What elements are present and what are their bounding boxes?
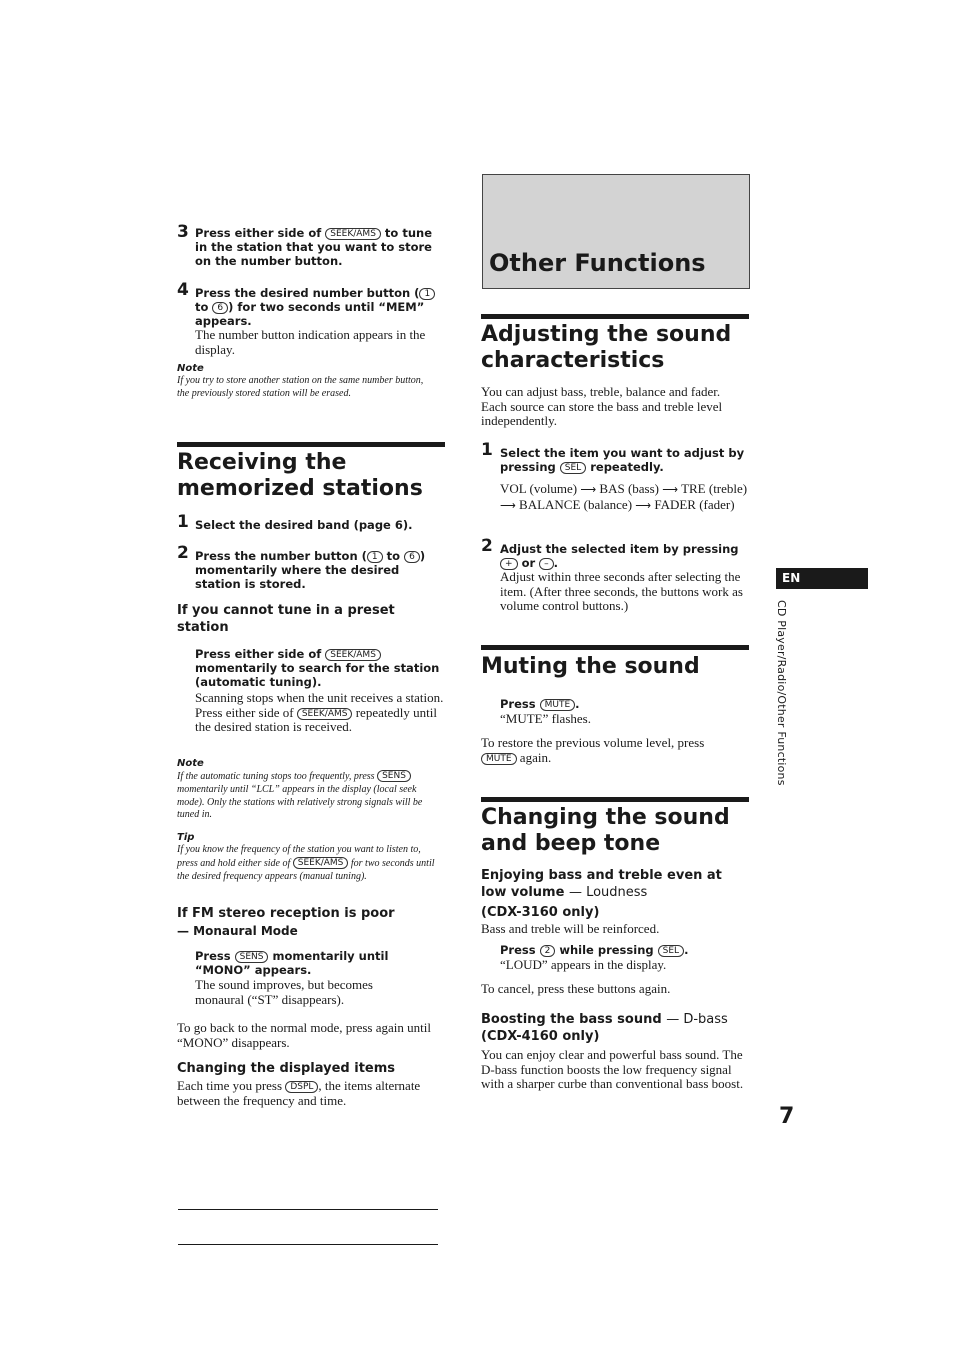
sens-button-label: SENS — [235, 951, 269, 963]
loudness-mid: while pressing — [559, 943, 654, 957]
fm-subheading: — Monaural Mode — [177, 924, 298, 938]
section-rule — [481, 797, 749, 802]
mute-instruction — [500, 697, 580, 711]
step-number: 4 — [177, 280, 189, 300]
cannot-tune-body-post: repeatedly until the desired station is received. — [195, 704, 437, 734]
note-label: Note — [177, 758, 204, 769]
step-4-to: to — [195, 300, 209, 314]
receive-step-1-text: Select the desired band (page 6). — [195, 518, 413, 532]
dspl-button-label: DSPL — [285, 1081, 318, 1093]
arrow-right-icon: ⟶ — [580, 484, 597, 496]
step-4-text-post: ) for two seconds until “MEM” appears. — [195, 300, 425, 328]
loudness-heading — [481, 867, 743, 901]
cannot-tune-heading: If you cannot tune in a preset station — [177, 603, 395, 635]
minus-button-label: – — [539, 558, 554, 570]
seek-ams-button-label: SEEK/AMS — [325, 649, 381, 661]
bottom-rule-1 — [178, 1209, 438, 1210]
dbass-heading-text: Boosting the bass sound — [481, 1012, 662, 1027]
step-4-body: The number button indication appears in the display. — [195, 327, 426, 357]
sel-button-label: SEL — [658, 945, 684, 957]
arrow-right-icon: ⟶ — [662, 484, 679, 496]
number-button-1-label: 1 — [367, 551, 383, 563]
cycle-fader: FADER (fader) — [654, 496, 735, 512]
mute-pre: Press — [500, 697, 536, 711]
display-heading: Changing the displayed items — [177, 1061, 396, 1076]
display-body — [177, 1079, 439, 1108]
receive-step-1 — [177, 514, 445, 532]
loudness-pre: Press — [500, 943, 536, 957]
loudness-cancel: To cancel, press these buttons again. — [481, 981, 671, 996]
step-3-text-post: to tune in the station that you want to store on the number button. — [195, 226, 432, 268]
loudness-heading-text: Enjoying bass and treble even at low volume — [481, 868, 722, 900]
section-rule — [481, 645, 749, 650]
adjust-step-2-body: Adjust within three seconds after selecting the item. (After three seconds, the buttons work as volume control buttons.) — [500, 569, 743, 613]
tip-pre: If you know the frequency of the station you want to listen to, press and hold either side of — [177, 844, 421, 869]
banner — [482, 174, 750, 289]
cycle-tre: TRE (treble) — [681, 481, 748, 496]
step-number: 2 — [481, 536, 493, 556]
note-2 — [177, 758, 441, 822]
fm-instruction — [195, 949, 447, 977]
step-4 — [177, 282, 439, 357]
adjust-intro: You can adjust bass, treble, balance and fader. Each source can store the bass and treble level independently. — [481, 384, 723, 428]
display-pre: Each time you press — [177, 1078, 283, 1093]
adjust-step-2-post: . — [553, 556, 559, 570]
fm-back: To go back to the normal mode, press again until “MONO” disappears. — [177, 1020, 431, 1050]
adjust-step-2 — [481, 538, 749, 614]
step-number: 2 — [177, 543, 189, 563]
mute-button-label: MUTE — [481, 753, 517, 765]
side-vertical-label: CD Player/Radio/Other Functions — [775, 600, 788, 786]
dbass-body: You can enjoy clear and powerful bass sound. The D-bass function boosts the low frequency signal with a sharper curbe than conventional bass boost. — [481, 1047, 744, 1091]
receive-step-2-to: to — [386, 549, 401, 563]
fm-post: momentarily until “MONO” appears. — [195, 949, 389, 977]
cannot-tune-body-pre: Scanning stops when the unit receives a station. Press either side of — [195, 690, 444, 720]
seek-ams-button-label: SEEK/AMS — [293, 857, 349, 869]
cycle-vol: VOL (volume) — [500, 481, 578, 496]
page-number: 7 — [779, 1104, 795, 1129]
adjust-cycle — [500, 482, 750, 513]
seek-ams-button-label: SEEK/AMS — [325, 228, 381, 240]
loudness-model: (CDX-3160 only) — [481, 905, 600, 920]
note-2-post: momentarily until “LCL” appears in the display (local seek mode). Only the stations with relatively strong signals will be tuned in. — [177, 783, 423, 821]
dbass-model: (CDX-4160 only) — [481, 1029, 600, 1044]
language-tab — [776, 568, 868, 589]
tip-post: for two seconds until the desired frequency appears (manual tuning). — [177, 857, 435, 882]
display-post: , the items alternate between the frequency and time. — [177, 1078, 421, 1108]
receive-step-2 — [177, 545, 445, 591]
dbass-heading — [481, 1011, 743, 1028]
banner-title: Other Functions — [489, 249, 706, 277]
number-button-6-label: 6 — [404, 551, 420, 563]
adjust-step-1 — [481, 442, 749, 474]
tip — [177, 832, 443, 883]
language-tab-label: EN — [782, 571, 801, 585]
section-rule — [481, 314, 749, 319]
step-number: 1 — [177, 512, 189, 532]
note-1 — [177, 363, 427, 401]
mute-button-label: MUTE — [540, 699, 576, 711]
arrow-right-icon: ⟶ — [500, 499, 516, 512]
dbass-dash: — D-bass — [666, 1012, 728, 1027]
loudness-body: Bass and treble will be reinforced. — [481, 921, 660, 936]
mute-restore-post: again. — [519, 749, 552, 765]
sens-button-label: SENS — [377, 770, 411, 782]
loudness-display: “LOUD” appears in the display. — [500, 957, 667, 972]
loudness-dash: — Loudness — [568, 885, 648, 900]
adjust-step-2-pre: Adjust the selected item by pressing — [500, 542, 739, 556]
adjust-step-1-pre: Select the item you want to adjust by pressing — [500, 446, 745, 474]
adjust-step-2-or: or — [521, 556, 536, 570]
loudness-instruction — [500, 943, 688, 957]
fm-pre: Press — [195, 949, 231, 963]
note-label: Note — [177, 363, 204, 374]
adjust-step-1-post: repeatedly. — [590, 460, 664, 474]
arrow-right-icon: ⟶ — [635, 499, 652, 512]
loudness-post: . — [684, 943, 689, 957]
section-title-adjusting: Adjusting the sound characteristics — [481, 322, 732, 373]
number-button-6-label: 6 — [212, 302, 228, 314]
step-3 — [177, 222, 439, 268]
section-title-beep: Changing the sound and beep tone — [481, 805, 730, 856]
step-number: 3 — [177, 222, 189, 242]
cannot-tune-post: momentarily to search for the station (automatic tuning). — [195, 661, 440, 689]
section-title-receiving: Receiving the memorized stations — [177, 450, 423, 501]
mute-restore-pre: To restore the previous volume level, press — [481, 735, 705, 750]
receive-step-2-pre: Press the number button ( — [195, 549, 367, 563]
note-text: If you try to store another station on the same number button, the previously stored station will be erased. — [177, 375, 424, 399]
step-4-text-pre: Press the desired number button ( — [195, 286, 420, 300]
mute-flash: “MUTE” flashes. — [500, 711, 591, 726]
note-2-pre: If the automatic tuning stops too frequently, press — [177, 771, 375, 782]
fm-body: The sound improves, but becomes monaural (“ST” disappears). — [195, 977, 373, 1007]
number-button-2-label: 2 — [540, 945, 556, 957]
receive-step-2-post: ) momentarily where the desired station is stored. — [195, 549, 426, 591]
number-button-1-label: 1 — [419, 288, 435, 300]
bottom-rule-2 — [178, 1244, 438, 1245]
section-title-muting: Muting the sound — [481, 654, 700, 679]
cannot-tune-pre: Press either side of — [195, 647, 322, 661]
cycle-bas: BAS (bass) — [599, 481, 660, 496]
cannot-tune-body — [195, 691, 445, 735]
mute-restore — [481, 736, 743, 765]
mute-post: . — [575, 697, 580, 711]
seek-ams-button-label: SEEK/AMS — [297, 708, 353, 720]
plus-button-label: + — [500, 558, 518, 570]
fm-heading: If FM stereo reception is poor — [177, 906, 395, 921]
step-3-text-pre: Press either side of — [195, 226, 322, 240]
sel-button-label: SEL — [560, 462, 586, 474]
section-rule — [177, 442, 445, 447]
cycle-balance: BALANCE (balance) — [519, 496, 633, 512]
step-number: 1 — [481, 440, 493, 460]
tip-label: Tip — [177, 832, 195, 843]
cannot-tune-instruction — [195, 647, 447, 689]
